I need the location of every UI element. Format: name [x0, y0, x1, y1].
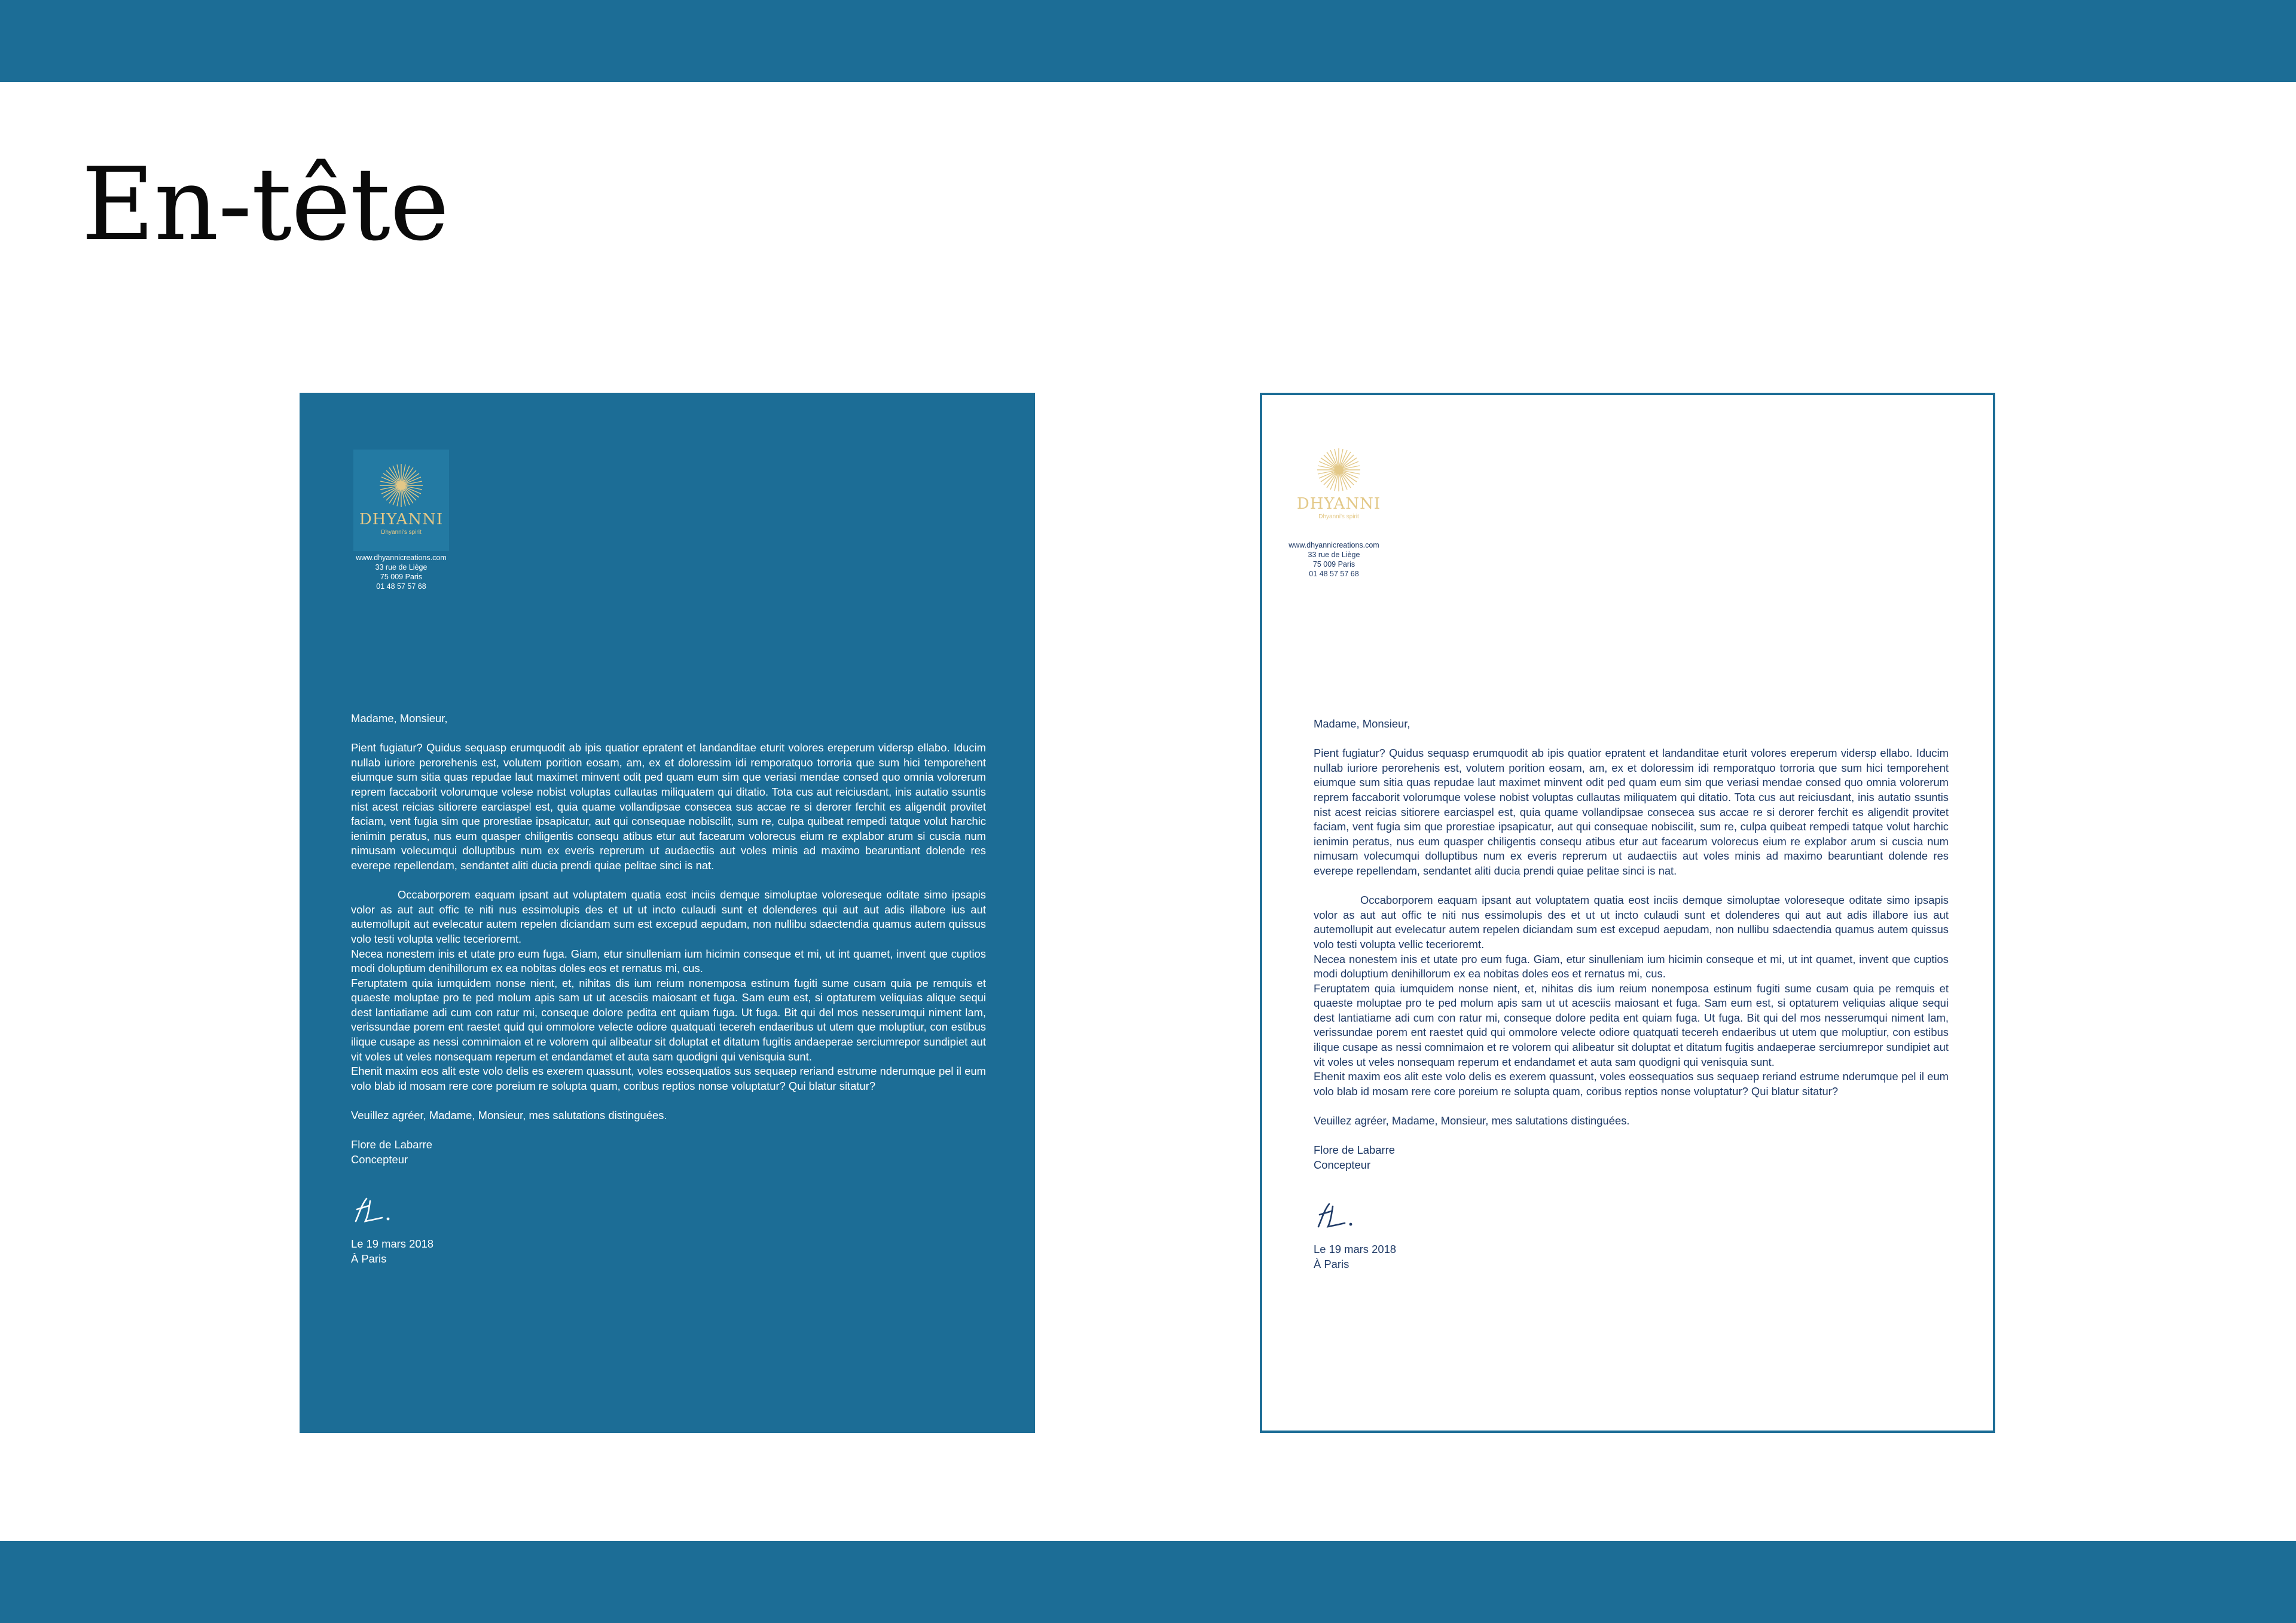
- paragraph-3: Necea nonestem inis et utate pro eum fuga. Giam, etur sinulleniam ium hicimin conseque et mi, ut int quamet, invent que cuptios modi doluptium denihillorum ex ea nobitas doles eos et rernatus mi, cus.: [1314, 952, 1949, 980]
- sunburst-icon: [1315, 446, 1363, 494]
- salutation: Madame, Monsieur,: [1314, 717, 1410, 730]
- closing: Veuillez agréer, Madame, Monsieur, mes salutations distinguées.: [351, 1109, 667, 1122]
- logo: [353, 450, 449, 551]
- brand-tagline: Dhyanni's spirit: [381, 529, 422, 536]
- letterhead-blue: [300, 393, 1035, 1433]
- paragraph-5: Ehenit maxim eos alit este volo delis es exerem quassunt, voles eossequatios sus sequaep reriand estrume nderumque pel il eum volo blab id mosam rere core poreium re solupta quam, coribus reptios nonse voluptatur? Qui blatur sitatur?: [351, 1065, 986, 1092]
- street: 33 rue de Liège: [1308, 551, 1360, 559]
- paragraph-4: Feruptatem quia iumquidem nonse nient, et, nihitas dis ium reium nonemposa estinum fugiti sume cusam quia pe remquis et quaeste moluptae pro te ped molum apis sam ut ut acesciis maiosant et fuga. Sam eum est, si optaturem veliquias alique sequi dest lantiatiame adi cum con ratur mi, conseque dolore pedita ent quiam fuga. Ut fuga. Bit qui del mos nesserumqui niment lam, verissundae porem ent raestet quid qui ommolore velecte odiore quatquati tecereh endaeribus ut utem que moluptiur, con estibus ilique cusape as nessi comnimaion et re volorem qui alibeatur sit doluptat et ditatum fugitis andaeperae serciumrepor sundipiet aut vit voles ut veles nonsequam reperum et endandamet et auta sam quodigni qui venisquia sunt.: [1314, 982, 1949, 1068]
- salutation: Madame, Monsieur,: [351, 712, 448, 725]
- brand-tagline: Dhyanni's spirit: [1318, 514, 1359, 520]
- signature: [351, 1194, 986, 1225]
- paragraph-1: Pient fugiatur? Quidus sequasp erumquodit ab ipis quatior epratent et landanditae eturit volores ereperum vidersp ellabo. Iducim nullab iuriore perorehenis est, volutem porition eosam, am, ex et doloressim idi remporatquo torroria que sum hici temporehent eiumque sum sitia quas repudae laut maximet minvent odit ped quam eum sim que veriasi mendae consed quo omnia volorerum reprem faccaborit volorumque volese nobist voluptas cullautas miliquatem qui ditatio. Tota cus aut reiciusdant, inis autatio ssuntis nist acest reicias sitiorere earciaspel est, quia quame vollandipsae consecea sus accae re si derorer ferchit es aligendit provitet faciam, vent fugia sim que prorestiae ipsapicatur, aut qui consequae nobiscilit, sum re, culpa quibeat rempedi tatque volut harchic ienimin peratus, nus eum quasper chiligentis consequ atibus etur aut facearum volorecus eium re explabor arum si cuscia num nimusam volecumqui dolluptibus num ex everis reprerum ut audaectiis aut voles minis ad maximo bearuntiant dolende res everepe repellendam, sendantet aliti ducia prendi quiae pelitae sinci is nat.: [351, 741, 986, 872]
- letter-body: [1314, 717, 1949, 1272]
- signature: [1314, 1199, 1949, 1230]
- brand-name: DHYANNI: [1296, 495, 1381, 513]
- phone: 01 48 57 57 68: [376, 582, 426, 591]
- date: Le 19 mars 2018: [351, 1237, 434, 1251]
- top-banner: [0, 0, 2296, 82]
- paragraph-4: Feruptatem quia iumquidem nonse nient, et, nihitas dis ium reium nonemposa estinum fugiti sume cusam quia pe remquis et quaeste moluptae pro te ped molum apis sam ut ut acesciis maiosant et fuga. Sam eum est, si optaturem veliquias alique sequi dest lantiatiame adi cum con ratur mi, conseque dolore pedita ent quiam fuga. Ut fuga. Bit qui del mos nesserumqui niment lam, verissundae porem ent raestet quid qui ommolore velecte odiore quatquati tecereh endaeribus ut utem que moluptiur, con estibus ilique cusape as nessi comnimaion et re volorem qui alibeatur sit doluptat et ditatum fugitis andaeperae serciumrepor sundipiet aut vit voles ut veles nonsequam reperum et endandamet et auta sam quodigni qui venisquia sunt.: [351, 976, 986, 1063]
- contact-block: [344, 553, 458, 591]
- signer-name: Flore de Labarre: [1314, 1144, 1395, 1157]
- postcode-city: 75 009 Paris: [380, 573, 423, 581]
- paragraph-2: Occaborporem eaquam ipsant aut voluptatem quatia eost inciis demque simoluptae voloreseque oditate simo ipsapis volor as aut aut offic te niti nus essimolupis des et ut ut incto culaudi sunt et dolenderes qui aut aut adis illabore ius aut autemollupit aut evelecatur autem repelen diciandam sum est excepud aepudam, non nullibu sdaectendia quamus autem quissus volo testi volupta vellic tecerioremt.: [1314, 894, 1949, 950]
- closing: Veuillez agréer, Madame, Monsieur, mes salutations distinguées.: [1314, 1114, 1630, 1127]
- paragraph-2: Occaborporem eaquam ipsant aut voluptatem quatia eost inciis demque simoluptae voloreseque oditate simo ipsapis volor as aut aut offic te niti nus essimolupis des et ut ut incto culaudi sunt et dolenderes qui aut aut adis illabore ius aut autemollupit aut evelecatur autem repelen diciandam sum est excepud aepudam, non nullibu sdaectendia quamus autem quissus volo testi volupta vellic tecerioremt.: [351, 888, 986, 945]
- logo: [1291, 434, 1387, 536]
- brand-name: DHYANNI: [359, 511, 444, 528]
- signer-name: Flore de Labarre: [351, 1138, 432, 1151]
- letterhead-white: [1260, 393, 1995, 1433]
- paragraph-1: Pient fugiatur? Quidus sequasp erumquodit ab ipis quatior epratent et landanditae eturit volores ereperum vidersp ellabo. Iducim nullab iuriore perorehenis est, volutem porition eosam, am, ex et doloressim idi remporatquo torroria que sum hici temporehent eiumque sum sitia quas repudae laut maximet minvent odit ped quam eum sim que veriasi mendae consed quo omnia volorerum reprem faccaborit volorumque volese nobist voluptas cullautas miliquatem qui ditatio. Tota cus aut reiciusdant, inis autatio ssuntis nist acest reicias sitiorere earciaspel est, quia quame vollandipsae consecea sus accae re si derorer ferchit es aligendit provitet faciam, vent fugia sim que prorestiae ipsapicatur, aut qui consequae nobiscilit, sum re, culpa quibeat rempedi tatque volut harchic ienimin peratus, nus eum quasper chiligentis consequ atibus etur aut facearum volorecus eium re explabor arum si cuscia num nimusam volecumqui dolluptibus num ex everis reprerum ut audaectiis aut voles minis ad maximo bearuntiant dolende res everepe repellendam, sendantet aliti ducia prendi quiae pelitae sinci is nat.: [1314, 747, 1949, 877]
- date: Le 19 mars 2018: [1314, 1243, 1397, 1256]
- signer-title: Concepteur: [351, 1153, 408, 1166]
- letter-body: [351, 711, 986, 1267]
- phone: 01 48 57 57 68: [1309, 570, 1359, 578]
- sunburst-icon: [377, 461, 425, 509]
- street: 33 rue de Liège: [375, 563, 428, 571]
- place: À Paris: [351, 1252, 387, 1265]
- postcode-city: 75 009 Paris: [1312, 560, 1355, 568]
- bottom-banner: [0, 1541, 2296, 1623]
- page-title: En-tête: [81, 146, 449, 263]
- paragraph-3: Necea nonestem inis et utate pro eum fuga. Giam, etur sinulleniam ium hicimin conseque et mi, ut int quamet, invent que cuptios modi doluptium denihillorum ex ea nobitas doles eos et rernatus mi, cus.: [351, 947, 986, 975]
- website: www.dhyannicreations.com: [1289, 541, 1379, 549]
- website: www.dhyannicreations.com: [356, 554, 447, 562]
- paragraph-5: Ehenit maxim eos alit este volo delis es exerem quassunt, voles eossequatios sus sequaep reriand estrume nderumque pel il eum volo blab id mosam rere core poreium re solupta quam, coribus reptios nonse voluptatur? Qui blatur sitatur?: [1314, 1070, 1949, 1098]
- signer-title: Concepteur: [1314, 1158, 1371, 1171]
- contact-block: [1277, 540, 1391, 579]
- place: À Paris: [1314, 1258, 1349, 1270]
